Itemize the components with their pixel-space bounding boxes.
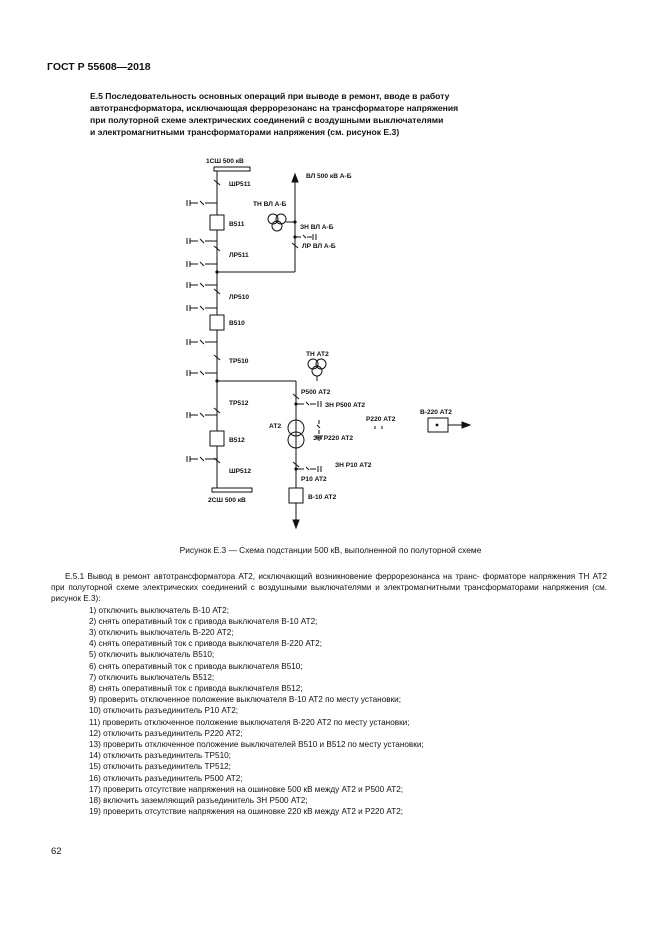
- procedure-text: [51, 571, 607, 817]
- bus-1: [214, 167, 250, 171]
- junction-dot: [215, 379, 218, 382]
- intro-line: форматоре напряжения ТН АТ2 при полуторной схеме электрических соединений с воздушными выключателями: [51, 572, 607, 593]
- step-item: 16) отключить разъединитель Р500 АТ2;: [89, 773, 243, 783]
- earthing-switch-group: [187, 200, 217, 462]
- label-zn-line: ЗН ВЛ А-Б: [300, 224, 334, 231]
- step-item: 13) проверить отключенное положение выключателей В510 и В512 по месту установки;: [89, 740, 424, 750]
- section-title-line: и электромагнитными трансформаторами напряжения (см. рисунок Е.3): [90, 127, 400, 137]
- breaker-v511: [210, 215, 224, 230]
- breaker-v512: [210, 431, 224, 446]
- label-lr510: ЛР510: [229, 294, 250, 301]
- label-zn-r220: ЗН Р220 АТ2: [313, 435, 354, 442]
- steps-list: [89, 605, 607, 818]
- label-tn-at2: ТН АТ2: [306, 351, 329, 358]
- section-title-line: при полуторной схеме электрических соединений с воздушными выключателями: [90, 115, 444, 125]
- step-item: 6) снять оперативный ток с привода выключателя В510;: [89, 661, 303, 671]
- junction-dot: [294, 467, 297, 470]
- label-bus2: 2СШ 500 кВ: [208, 497, 246, 504]
- label-r10: Р10 АТ2: [301, 476, 327, 483]
- label-r220: Р220 АТ2: [366, 416, 396, 423]
- step-item: 8) снять оперативный ток с привода выключателя В512;: [89, 684, 303, 694]
- step-item: 5) отключить выключатель В510;: [89, 650, 215, 660]
- step-item: 11) проверить отключенное положение выключателя В-220 АТ2 по месту установки;: [89, 717, 410, 727]
- page-number: 62: [51, 846, 62, 857]
- step-item: 7) отключить выключатель В512;: [89, 672, 215, 682]
- step-item: 18) включить заземляющий разъединитель ЗН Р500 АТ2;: [89, 796, 308, 806]
- disconnector-r220: [375, 426, 382, 429]
- step-item: 1) отключить выключатель В-10 АТ2;: [89, 605, 229, 615]
- label-r500: Р500 АТ2: [301, 389, 331, 396]
- label-v511: В511: [229, 221, 245, 228]
- step-item: 17) проверить отсутствие напряжения на ошиновке 500 кВ между АТ2 и Р500 АТ2;: [89, 784, 404, 794]
- label-zn-r500: ЗН Р500 АТ2: [325, 402, 366, 409]
- label-shr511: ШР511: [229, 181, 251, 188]
- step-item: 2) снять оперативный ток с привода выключателя В-10 АТ2;: [89, 616, 318, 626]
- earthing-switch-zn-r10: [296, 466, 321, 472]
- label-shr512: ШР512: [229, 468, 252, 475]
- line-arrow: [292, 174, 298, 182]
- junction-dot: [436, 424, 439, 427]
- step-item: 4) снять оперативный ток с привода выключателя В-220 АТ2;: [89, 639, 323, 649]
- step-item: 12) отключить разъединитель Р220 АТ2;: [89, 728, 243, 738]
- bus-2: [212, 488, 252, 492]
- breaker-v510: [210, 315, 224, 330]
- step-item: 3) отключить выключатель В-220 АТ2;: [89, 628, 234, 638]
- junction-dot: [293, 220, 296, 223]
- intro-paragraph: [51, 571, 607, 605]
- intro-line: и электромагнитными трансформаторами напряжения (см. рисунок Е.3):: [51, 583, 607, 604]
- label-lr511: ЛР511: [229, 252, 249, 259]
- earthing-switch-zn-r500: [296, 401, 321, 407]
- label-lr-line: ЛР ВЛ А-Б: [302, 243, 336, 250]
- junction-dot: [215, 270, 218, 273]
- step-item: 19) проверить отсутствие напряжения на ошиновке 220 кВ между АТ2 и Р220 АТ2;: [89, 807, 404, 817]
- label-v512: В512: [229, 437, 245, 444]
- section-title-line: Е.5 Последовательность основных операций при выводе в ремонт, вводе в работу: [90, 91, 450, 101]
- label-line: ВЛ 500 кВ А-Б: [306, 173, 352, 180]
- step-item: 14) отключить разъединитель ТР510;: [89, 751, 231, 761]
- label-zn-r10: ЗН Р10 АТ2: [335, 462, 372, 469]
- earthing-switch-zn-line: [295, 234, 316, 240]
- breaker-v10: [289, 488, 303, 503]
- step-item: 9) проверить отключенное положение выключателя В-10 АТ2 по месту установки;: [89, 695, 402, 705]
- label-v220: В-220 АТ2: [420, 409, 452, 416]
- figure-caption: Рисунок Е.3 — Схема подстанции 500 кВ, выполненной по полуторной схеме: [179, 545, 482, 555]
- junction-dot: [294, 402, 297, 405]
- v220-arrow: [462, 422, 470, 428]
- step-item: 15) отключить разъединитель ТР512;: [89, 762, 231, 772]
- intro-line: Е.5.1 Вывод в ремонт автотрансформатора АТ2, исключающий возникновение феррорезонанса на транс-: [65, 572, 480, 581]
- label-tr510: ТР510: [229, 358, 249, 365]
- label-tn-line: ТН ВЛ А-Б: [253, 201, 287, 208]
- step-item: 10) отключить разъединитель Р10 АТ2;: [89, 706, 239, 716]
- section-title-line: автотрансформатора, исключающая феррорезонанс на трансформаторе напряжения: [90, 103, 459, 113]
- document-header: ГОСТ Р 55608—2018: [47, 61, 151, 73]
- label-at2: АТ2: [269, 423, 282, 430]
- at2-arrow: [293, 520, 299, 528]
- label-tr512: ТР512: [229, 400, 249, 407]
- label-v10: В-10 АТ2: [308, 494, 337, 501]
- label-bus1: 1СШ 500 кВ: [206, 158, 244, 165]
- junction-dot: [293, 235, 296, 238]
- label-v510: В510: [229, 320, 245, 327]
